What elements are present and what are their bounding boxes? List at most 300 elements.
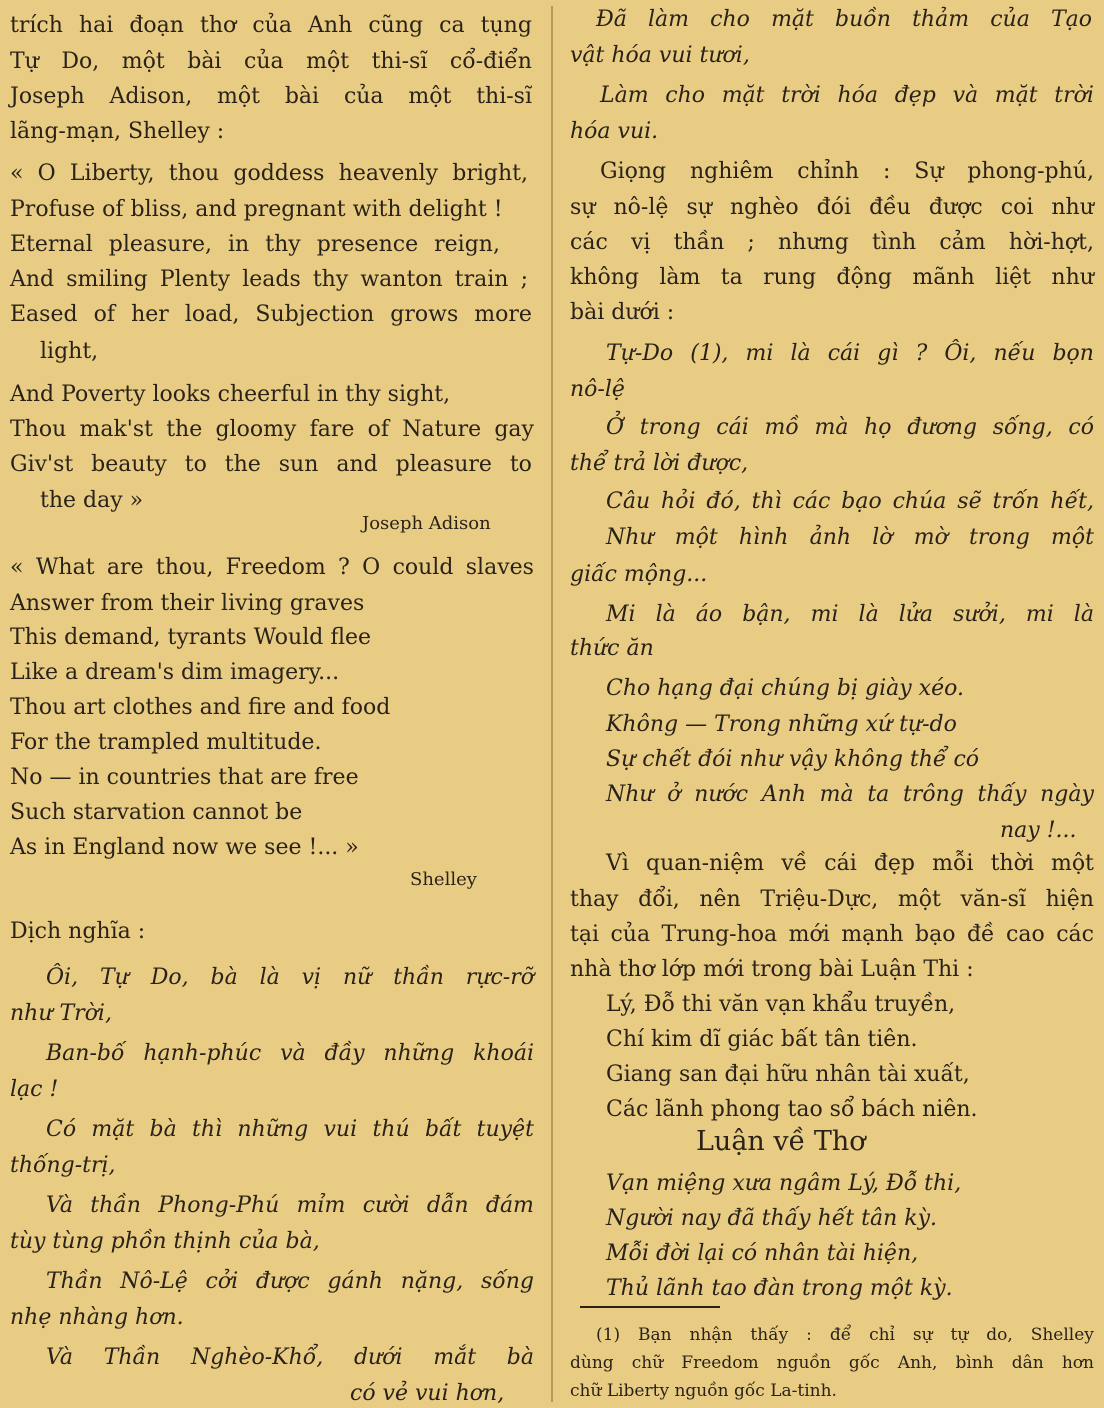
word: Liberty, (69, 161, 155, 186)
word: Trung-hoa (661, 922, 778, 947)
word: hai (78, 13, 114, 38)
poem-line (10, 301, 532, 329)
word: of (367, 417, 389, 442)
word: Bạn (638, 1325, 672, 1345)
word: Anh, (897, 1353, 938, 1373)
poem-line (10, 160, 528, 188)
word: thời (990, 851, 1034, 876)
word: về (781, 851, 808, 876)
word: ở (667, 782, 681, 807)
word: cũng (368, 13, 424, 38)
word: làm (648, 7, 690, 32)
translation-line (600, 82, 1094, 110)
word: được (255, 1269, 310, 1294)
word: bận, (742, 602, 791, 627)
word: dùng (570, 1353, 614, 1373)
word: tình (871, 230, 917, 255)
word: Câu (606, 489, 651, 514)
word: thì (751, 489, 782, 514)
word: rung (763, 265, 817, 290)
word: O (362, 555, 381, 580)
word: ; (747, 230, 755, 255)
word: mà (819, 782, 854, 807)
poem-line: For the trampled multitude. (10, 730, 322, 755)
word: nghèo (729, 195, 799, 220)
word: tự (950, 1325, 969, 1345)
word: Eternal (10, 232, 93, 257)
translation-line: nhẹ nhàng hơn. (10, 1305, 184, 1330)
word: quan-niệm (646, 851, 765, 876)
word: nặng, (400, 1269, 464, 1294)
word: in (228, 232, 250, 257)
word: mỉm (296, 1193, 346, 1218)
footnote-line: chữ Liberty nguồn gốc La-tinh. (570, 1381, 837, 1401)
word: thấy (977, 782, 1027, 807)
word: thi-sĩ (476, 84, 532, 109)
word: mặt (771, 7, 814, 32)
word: sự (570, 195, 596, 220)
word: hiện (1045, 887, 1094, 912)
word: như (1051, 265, 1094, 290)
word: Nature (402, 417, 482, 442)
word: thay (570, 887, 619, 912)
word: bright, (452, 161, 528, 186)
translation-line: vật hóa vui tươi, (570, 43, 750, 68)
word: thơ (200, 13, 237, 38)
word: các (1056, 922, 1094, 947)
word: (1) (596, 1325, 621, 1345)
word: leads (242, 267, 301, 292)
word: to (509, 452, 532, 477)
word: dẫn (426, 1193, 469, 1218)
word: là (259, 965, 280, 990)
word: to (184, 452, 207, 477)
translation-line: tùy tùng phồn thịnh của bà, (10, 1229, 320, 1254)
viet-poem-line: Thủ lãnh tao đàn trong một kỳ. (606, 1276, 953, 1301)
word: thou, (155, 555, 214, 580)
word: Do, (61, 49, 100, 74)
text-line: bài dưới : (570, 300, 675, 325)
word: bà (506, 1345, 534, 1370)
word: mờ (913, 525, 948, 550)
chinese-poem-line: Các lãnh phong tao sổ bách niên. (606, 1097, 978, 1122)
word: đẹp (894, 83, 936, 108)
word: chỉ (869, 1325, 895, 1345)
word: gloomy (215, 417, 297, 442)
word: tại (570, 922, 599, 947)
word: cảm (939, 230, 986, 255)
word: thì (192, 1117, 223, 1142)
word: trích (10, 13, 63, 38)
word: Anh (308, 13, 353, 38)
word: một (217, 84, 260, 109)
text-line (10, 12, 532, 40)
word: nô-lệ (613, 195, 669, 220)
translation-line (46, 1040, 534, 1068)
translation-line (46, 1116, 534, 1144)
word: Có (46, 1117, 77, 1142)
word: the (224, 452, 261, 477)
word: Freedom (225, 555, 326, 580)
word: nếu (993, 341, 1036, 366)
word: grows (390, 302, 459, 327)
translation-line (606, 524, 1094, 552)
poem-line: And Poverty looks cheerful in thy sight, (10, 382, 451, 407)
word: Nghèo-Khổ, (190, 1345, 324, 1370)
word: Ở (606, 415, 625, 440)
translation-line (606, 340, 1094, 368)
translation-line: nay !... (1000, 818, 1077, 843)
poem-line: Like a dream's dim imagery... (10, 660, 340, 685)
text-line (606, 850, 1094, 878)
word: mồ (764, 415, 799, 440)
translation-line: Không — Trong những xứ tự-do (606, 712, 957, 737)
poem-line (10, 416, 534, 444)
word: đó, (706, 489, 741, 514)
word: are (106, 555, 144, 580)
translation-label: Dịch nghĩa : (10, 919, 146, 944)
word: Thần (103, 1345, 161, 1370)
word: đương (907, 415, 977, 440)
word: Ban-bố (46, 1041, 125, 1066)
translation-line: thống-trị, (10, 1153, 116, 1178)
word: sự (686, 195, 712, 220)
word: có (1068, 415, 1094, 440)
word: « (10, 161, 24, 186)
word: của (990, 7, 1030, 32)
word: Freedom (681, 1353, 759, 1373)
word: mặt (91, 1117, 135, 1142)
word: dưới (353, 1345, 403, 1370)
signature-adison: Joseph Adison (362, 513, 491, 534)
translation-line: hóa vui. (570, 119, 659, 144)
translation-line: lạc ! (10, 1077, 59, 1102)
word: heavenly (338, 161, 439, 186)
word: lửa (898, 602, 934, 627)
word: ? (915, 341, 928, 366)
word: một (121, 49, 165, 74)
word: more (474, 302, 532, 327)
word: thần (90, 1193, 141, 1218)
word: cái (827, 341, 861, 366)
word: gánh (327, 1269, 383, 1294)
word: hết, (1050, 489, 1094, 514)
footnote-line (570, 1350, 1094, 1376)
word: cái (716, 415, 749, 440)
word: of (93, 302, 116, 327)
word: ảnh (809, 525, 852, 550)
word: bài (187, 49, 222, 74)
word: trời (1054, 83, 1094, 108)
word: hạnh-phúc (143, 1041, 262, 1066)
word: the (166, 417, 203, 442)
word: wanton (360, 267, 443, 292)
word: ca (439, 13, 465, 38)
word: Và (46, 1345, 73, 1370)
word: Giv'st (10, 452, 74, 477)
word: hơn (1061, 1353, 1094, 1373)
word: một (1051, 525, 1094, 550)
word: mà (814, 415, 849, 440)
poem-line: Answer from their living graves (10, 591, 365, 616)
word: What (35, 555, 95, 580)
chinese-poem-line: Chí kim dĩ giác bất tân tiên. (606, 1027, 918, 1052)
word: cho (710, 7, 750, 32)
word: Như (606, 782, 654, 807)
translation-line (606, 601, 1094, 629)
word: thảm (912, 7, 970, 32)
word: Ôi, (944, 341, 977, 366)
word: thấy (750, 1325, 789, 1345)
word: mi (745, 341, 774, 366)
word: pleasure, (108, 232, 213, 257)
word: mak'st (79, 417, 153, 442)
word: là (1073, 602, 1094, 627)
word: mới (788, 922, 830, 947)
word: đói (816, 195, 852, 220)
word: thần (673, 230, 725, 255)
word: tụng (480, 13, 532, 38)
word: Plenty (159, 267, 231, 292)
poem-line: No — in countries that are free (10, 765, 359, 790)
word: trong (639, 415, 701, 440)
word: Giọng (600, 159, 667, 184)
translation-line: như Trời, (10, 1001, 112, 1026)
word: sống, (992, 415, 1053, 440)
text-line: lãng-mạn, Shelley : (10, 119, 225, 144)
word: các (792, 489, 831, 514)
translation-line (606, 414, 1094, 442)
word: đám (485, 1193, 534, 1218)
word: khoái (473, 1041, 534, 1066)
word: hời-hợt, (1008, 230, 1094, 255)
word: đầy (324, 1041, 365, 1066)
word: sẽ (957, 489, 982, 514)
word: coi (1000, 195, 1034, 220)
word: pleasure (395, 452, 492, 477)
word: hỏi (661, 489, 696, 514)
translation-line: giấc mộng... (570, 562, 708, 587)
word: trốn (992, 489, 1040, 514)
word: trong (968, 525, 1030, 550)
translation-line: thể trả lời được, (570, 451, 749, 476)
word: Subjection (255, 302, 375, 327)
word: bạo (841, 489, 882, 514)
word: chúa (892, 489, 947, 514)
word: trông (902, 782, 964, 807)
word: bà (149, 1117, 177, 1142)
word: chữ (631, 1353, 664, 1373)
word: fare (309, 417, 355, 442)
word: và (952, 83, 979, 108)
text-line (600, 158, 1094, 186)
word: sự (912, 1325, 933, 1345)
word: dân (1011, 1353, 1044, 1373)
word: nguồn (776, 1353, 831, 1373)
viet-poem-line: Mỗi đời lại có nhân tài hiện, (606, 1241, 919, 1266)
translation-line: Sự chết đói như vậy không thể có (606, 747, 980, 772)
word: một (306, 49, 350, 74)
translation-line (46, 1192, 534, 1220)
word: mạnh (841, 922, 904, 947)
word: do, (986, 1325, 1013, 1345)
word: gay (494, 417, 534, 442)
word: mãnh (912, 265, 975, 290)
word: làm (659, 265, 701, 290)
word: liệt (995, 265, 1032, 290)
word: hình (738, 525, 789, 550)
text-line (570, 886, 1094, 914)
word: bạo (915, 922, 956, 947)
word: đổi, (638, 887, 680, 912)
text-line (570, 229, 1094, 257)
word: train (454, 267, 509, 292)
text-line (570, 921, 1094, 949)
word: and (336, 452, 378, 477)
word: bọn (1052, 341, 1094, 366)
word: goddess (233, 161, 325, 186)
word: nước (694, 782, 749, 807)
translation-line (46, 964, 534, 992)
word: hóa (837, 83, 879, 108)
word: lờ (872, 525, 893, 550)
word: nghiêm (689, 159, 774, 184)
text-line: nhà thơ lớp mới trong bài Luận Thi : (570, 957, 974, 982)
translation-line: Cho hạng đại chúng bị giày xéo. (606, 676, 964, 701)
word: là (655, 602, 676, 627)
translation-line (606, 488, 1094, 516)
word: And (10, 267, 55, 292)
word: (1), (690, 341, 729, 366)
word: ; (520, 267, 528, 292)
chinese-poem-line: Lý, Đỗ thi văn vạn khẩu truyền, (606, 992, 956, 1017)
poem-line (10, 266, 528, 294)
poem-line: Profuse of bliss, and pregnant with delight ! (10, 197, 503, 222)
word: reign, (434, 232, 500, 257)
word: thy (265, 232, 301, 257)
footnote-rule (580, 1306, 720, 1308)
word: cổ-điển (449, 49, 532, 74)
word: sưởi, (953, 602, 1006, 627)
word: presence (316, 232, 419, 257)
word: cởi (205, 1269, 239, 1294)
word: một (408, 84, 452, 109)
word: bà (210, 965, 238, 990)
word: nên (699, 887, 741, 912)
word: được (928, 195, 983, 220)
word: cái (824, 851, 857, 876)
word: smiling (66, 267, 148, 292)
word: áo (695, 602, 723, 627)
word: Mi (606, 602, 636, 627)
word: Đã (596, 7, 627, 32)
word: Do, (150, 965, 189, 990)
word: sun (278, 452, 319, 477)
poem-heading: Luận về Thơ (696, 1126, 866, 1157)
word: ngày (1040, 782, 1094, 807)
poem-line: the day » (40, 488, 144, 513)
word: Ôi, (46, 965, 79, 990)
word: O (37, 161, 56, 186)
text-line (10, 48, 532, 76)
translation-line: thức ăn (570, 636, 654, 661)
word: nhưng (778, 230, 849, 255)
word: vị (301, 965, 322, 990)
word: Vì (606, 851, 629, 876)
word: để (829, 1325, 852, 1345)
word: Thần (46, 1269, 103, 1294)
word: đoạn (129, 13, 184, 38)
word: slaves (465, 555, 534, 580)
word: nữ (342, 965, 372, 990)
word: thou (168, 161, 220, 186)
word: rực-rỡ (465, 965, 534, 990)
poem-line: Thou art clothes and fire and food (10, 695, 391, 720)
word: một (674, 525, 718, 550)
viet-poem-line: Vạn miệng xưa ngâm Lý, Đỗ thi, (606, 1171, 962, 1196)
word: mặt (721, 83, 765, 108)
word: của (244, 49, 284, 74)
word: các (570, 230, 608, 255)
word: thi-sĩ (371, 49, 428, 74)
poem-line: As in England now we see !... » (10, 835, 359, 860)
word: cao (1006, 922, 1045, 947)
word: phong-phú, (967, 159, 1094, 184)
word: load, (184, 302, 240, 327)
word: của (343, 84, 384, 109)
word: beauty (91, 452, 167, 477)
word: Triệu-Dực, (760, 887, 879, 912)
word: could (392, 555, 454, 580)
poem-line (10, 231, 500, 259)
word: gốc (848, 1353, 880, 1373)
word: những (383, 1041, 455, 1066)
word: chỉnh (797, 159, 860, 184)
word: ta (720, 265, 743, 290)
viet-poem-line: Người nay đã thấy hết tân kỳ. (606, 1206, 937, 1231)
word: : (882, 159, 891, 184)
word: Và (46, 1193, 73, 1218)
word: của (610, 922, 651, 947)
word: Tự-Do (606, 341, 674, 366)
word: Tạo (1050, 7, 1092, 32)
word: động (836, 265, 893, 290)
word: Sự (914, 159, 944, 184)
word: Tự (10, 49, 39, 74)
poem-line (10, 554, 534, 582)
translation-line (606, 781, 1094, 809)
word: Anh (761, 782, 806, 807)
chinese-poem-line: Giang san đại hữu nhân tài xuất, (606, 1062, 970, 1087)
word: ? (338, 555, 350, 580)
translation-line (46, 1344, 534, 1372)
word: cười (362, 1193, 410, 1218)
poem-line: Such starvation cannot be (10, 800, 303, 825)
word: : (806, 1325, 812, 1345)
word: ta (867, 782, 890, 807)
word: văn-sĩ (960, 887, 1026, 912)
translation-line: có vẻ vui hơn, (350, 1381, 505, 1406)
word: Phong-Phú (158, 1193, 280, 1218)
word: không (570, 265, 639, 290)
word: của (252, 13, 292, 38)
word: đẹp (873, 851, 916, 876)
word: mi (1025, 602, 1054, 627)
word: một (1050, 851, 1094, 876)
word: Làm (600, 83, 649, 108)
poem-line: light, (40, 339, 99, 364)
translation-line: nô-lệ (570, 377, 625, 402)
